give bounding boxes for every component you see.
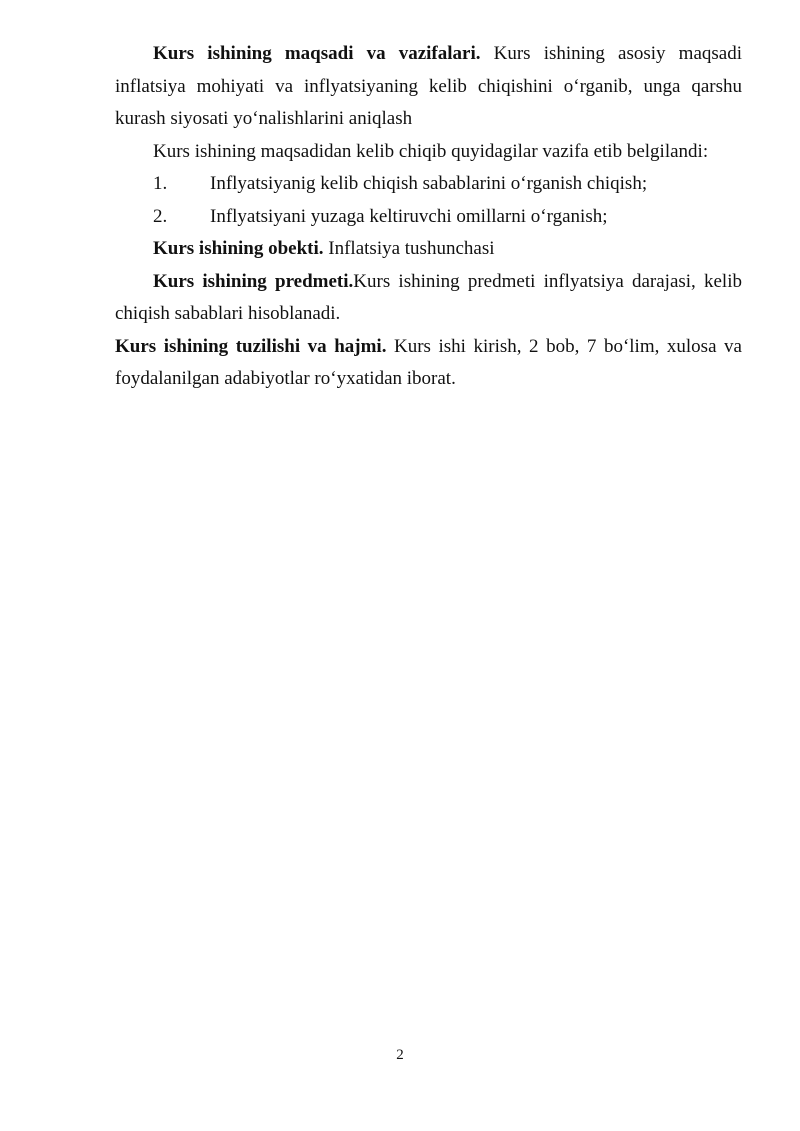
structure-text: Kurs ishi kirish, 2 bob, 7 bo‘lim, xulosa va foydalanilgan adabiyotlar ro‘yxatidan iborat. [115,335,742,389]
object-paragraph [115,233,742,266]
list-item-number: 2. [153,205,168,227]
list-item-text: Inflyatsiyani yuzaga keltiruvchi omillarni o‘rganish; [210,205,608,227]
list-item [115,168,742,201]
list-item [115,201,742,234]
object-heading: Kurs ishining obekti. [153,238,324,259]
page-body [115,38,742,396]
goal-text: Kurs ishining asosiy maqsadi inflatsiya mohiyati va inflyatsiyaning kelib chiqishini o‘rganib, unga qarshu kurash siyosati yo‘nalishlarini aniqlash [115,43,742,129]
goal-heading: Kurs ishining maqsadi va vazifalari. [153,43,481,64]
goal-paragraph [115,38,742,136]
subject-text: Kurs ishining predmeti inflyatsiya darajasi, kelib chiqish sabablari hisoblanadi. [115,270,742,324]
structure-heading: Kurs ishining tuzilishi va hajmi. [115,335,387,357]
list-item-text: Inflyatsiyanig kelib chiqish sabablarini o‘rganish chiqish; [210,173,648,194]
subject-heading: Kurs ishining predmeti. [153,270,354,292]
list-item-number: 1. [153,173,168,194]
object-text: Inflatsiya tushunchasi [323,238,495,259]
structure-paragraph [115,331,742,396]
subject-paragraph [115,266,742,331]
page-number: 2 [396,1047,404,1063]
tasks-intro: Kurs ishining maqsadidan kelib chiqib quyidagilar vazifa etib belgilandi: [153,140,709,162]
